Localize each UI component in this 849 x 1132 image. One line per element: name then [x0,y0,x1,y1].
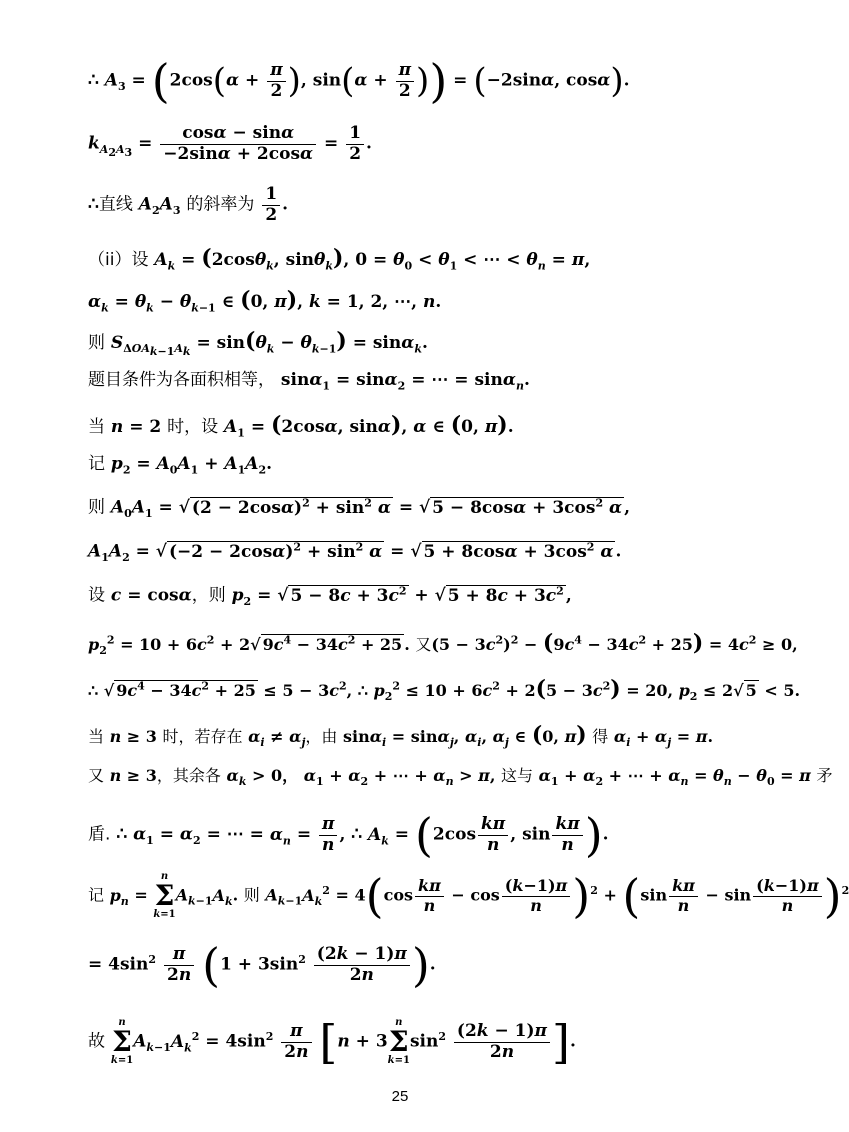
math-line: 设 c = cosα，则 $p_2$ = √ $5 - 8c + 3c^2$ + √ $5 + 8c + 3c^2$ , [88,584,572,609]
math-line: ∴直线 $A_2A_3$ 的斜率为 $\frac{1}{2}$ . [88,184,289,225]
math-line: 则 $S_{\Delta OA_{k-1}A_k} = \sin(\theta_k - \theta_{k-1}) = \sin\alpha_k$. [88,328,428,359]
math-line: 当 n ≥ 3 时，若存在 $\alpha_i \ne \alpha_j$，由 sinα$_i$ = sinα$_j$, $\alpha_i$, $\alpha_j$ ∈ (0, π) 得 $\alpha_i + \alpha_j = \pi$. [88,722,714,750]
math-line: $p_2^2 = 10 + 6c^2 + 2√$ $9c^4 - 34c^2 + 25$ . 又$(5 - 3c^2)^2 - (9c^4 - 34c^2 + 25) = 4c^2 \ge 0$, [88,630,798,658]
math-line: （ii）设 $A_k = (2\cos\theta_k$, sinθ$_k$), $0 = \theta_0 < \theta_1$ < ⋯ < $\theta_n = \pi$, [88,245,591,273]
math-line: 又 n ≥ 3，其余各 $\alpha_k > 0$， $\alpha_1 + \alpha_2$ + ⋯ + $\alpha_n > \pi$, 这与 $\alpha_1 + \alpha_2$ + ⋯ + $\alpha_n = \theta_n - \theta_0 = \pi$ 矛 [88,766,833,789]
math-line: 记 $p_n$ = n Σ k=1 $A_{k-1}A_k$. 则 $A_{k-1}A_k^2 = 4(\cos$ $\frac{k\pi}{n}$ − cos $\frac{(k-1)\pi}{n}$ )$^2$ + (sin $\frac{k\pi}{n}$ − sin $\frac{(k-1)\pi}{n}$ )$^2$ [88,869,849,923]
page-number: 25 [391,1088,409,1105]
math-line: $A_1A_2$ = √ $(-2 - 2\cos\alpha)^2 + \sin^2 \alpha$ = √ $5 + 8\cos\alpha + 3\cos^2$ α . [88,540,622,565]
math-line: $\alpha_k = \theta_k - \theta_{k-1}$ ∈ (0, π), k = 1, 2, ⋯, n. [88,287,442,315]
math-line: = $4\sin^2$ $\frac{\pi}{2n}$ ($1 + 3\sin^2$ $\frac{(2k - 1)\pi}{2n}$ ). [88,938,436,992]
math-line: 故 n Σ k=1 $A_{k-1}A_k^2 = 4\sin^2$ $\frac{\pi}{2n}$ [n + 3 n Σ k=1 $\sin^2$ $\frac{(2k - 1)\pi}{2n}$ ]. [88,1015,576,1069]
math-line: 题目条件为各面积相等， sinα$_1$ = sinα$_2$ = ⋯ = sinα$_n$. [88,370,530,393]
math-line: 则 $A_0A_1$ = √ $(2 - 2\cos\alpha)^2 + \sin^2 \alpha$ = √ $5 - 8\cos\alpha + 3\cos^2$ α , [88,496,631,521]
math-line: 当 n = 2 时，设 $A_1 = (2\cos\alpha$, sinα), α ∈ (0, π). [88,412,514,440]
math-line: 记 $p_2 = A_0A_1 + A_1A_2$. [88,454,273,477]
math-line: ∴ $A_3 = (2\cos(\alpha$ + $\frac{\pi}{2}$ ), sin(α + $\frac{\pi}{2}$ )) = (−2sinα, cosα). [88,54,630,108]
math-line: $k_{A_2A_3}$ = $\frac{\cos\alpha - \sin\alpha}{-2\sin\alpha + 2\cos\alpha}$ = $\frac{1}{2}$ . [88,123,372,164]
math-line: ∴ √ $9c^4 - 34c^2 + 25 \le 5 - 3c^2$, ∴ $p_2^2 \le 10 + 6c^2 + 2(5 - 3c^2) = 20$, $p_2 \le 2√$ 5 < 5. [88,676,801,704]
math-line: 盾. ∴ $\alpha_1 = \alpha_2$ = ⋯ = $\alpha_n$ = $\frac{\pi}{n}$ , ∴ $A_k = (2\cos$ $\frac{k\pi}{n}$ , sin $\frac{k\pi}{n}$ ). [88,808,609,862]
